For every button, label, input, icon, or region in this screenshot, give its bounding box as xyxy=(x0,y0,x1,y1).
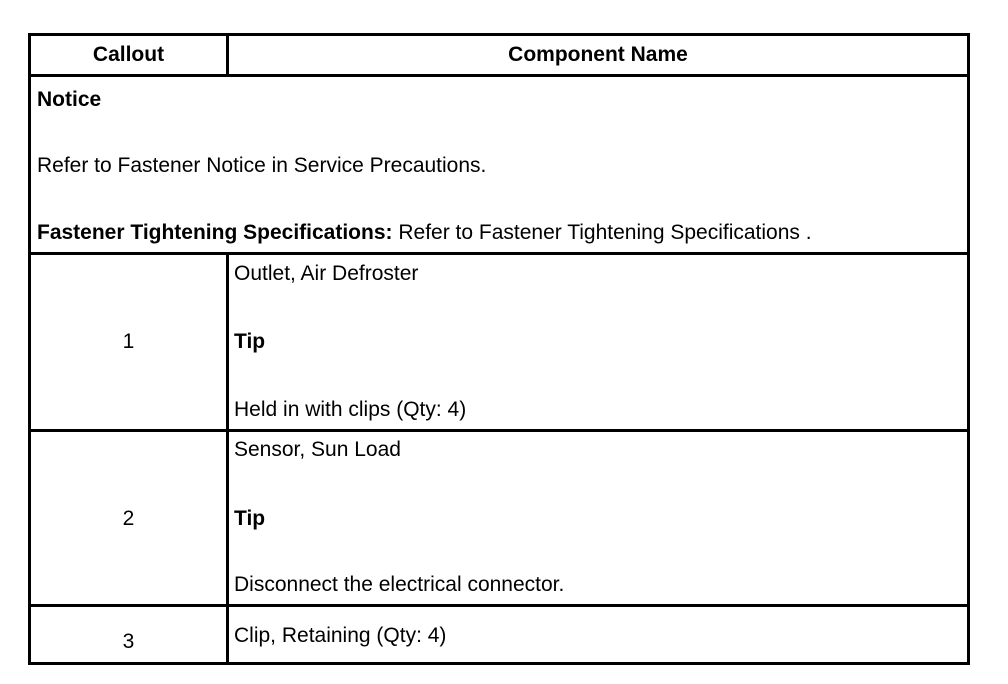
fastener-spec-label: Fastener Tightening Specifications: xyxy=(37,221,393,244)
fastener-spec-text: Refer to Fastener Tightening Specifications . xyxy=(392,221,812,244)
tip-label-2: Tip xyxy=(234,507,266,530)
tip-text-1: Held in with clips (Qty: 4) xyxy=(234,398,467,421)
divider-row-1 xyxy=(31,429,967,432)
callout-2: 2 xyxy=(122,507,135,530)
callout-1: 1 xyxy=(122,330,135,353)
tip-label-1: Tip xyxy=(234,330,266,353)
column-divider-row-3 xyxy=(226,607,229,665)
component-name-1: Outlet, Air Defroster xyxy=(234,262,419,285)
header-callout: Callout xyxy=(92,43,165,66)
column-divider-row-2 xyxy=(226,432,229,604)
fastener-spec-line xyxy=(37,220,812,246)
callout-3: 3 xyxy=(122,630,135,653)
column-divider-header xyxy=(226,36,229,74)
component-name-3: Clip, Retaining (Qty: 4) xyxy=(234,624,447,647)
component-name-2: Sensor, Sun Load xyxy=(234,438,401,461)
divider-header xyxy=(31,74,967,77)
divider-row-2 xyxy=(31,604,967,607)
header-component-name: Component Name xyxy=(508,43,688,66)
component-table xyxy=(28,33,970,665)
divider-notice xyxy=(31,252,967,255)
notice-title: Notice xyxy=(37,88,102,111)
column-divider-row-1 xyxy=(226,255,229,429)
tip-text-2: Disconnect the electrical connector. xyxy=(234,573,565,596)
notice-text: Refer to Fastener Notice in Service Precautions. xyxy=(37,154,487,177)
